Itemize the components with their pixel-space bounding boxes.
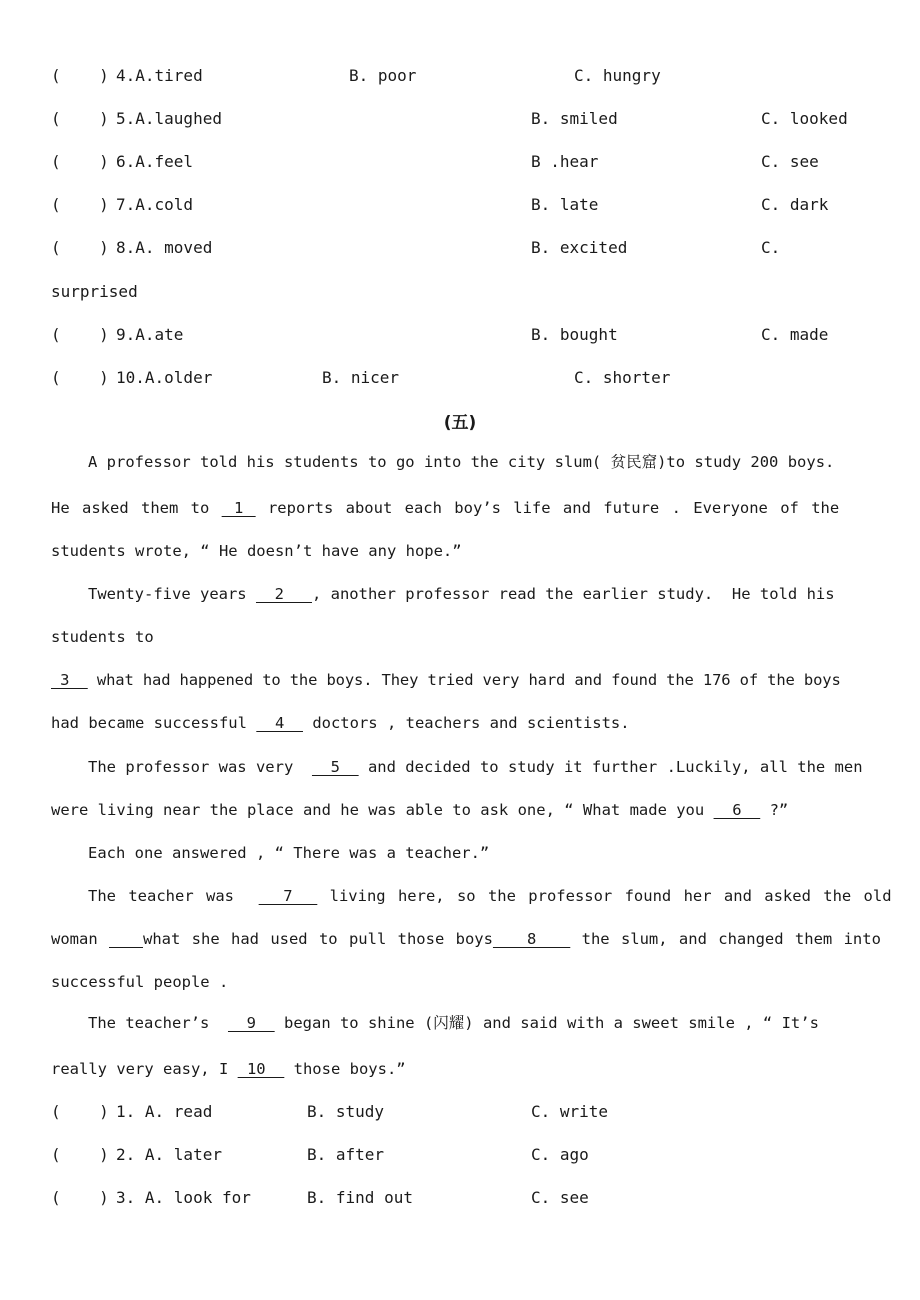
blank-9[interactable]: 9 <box>227 1014 275 1032</box>
blank-7[interactable]: 7 <box>258 887 318 905</box>
option-c-wrap: surprised <box>51 282 138 301</box>
blank-1[interactable]: 1 <box>221 499 256 517</box>
text: The teacher was <box>88 887 259 905</box>
option-c: C. made <box>761 325 829 344</box>
text: what had happened to the boys. They tried very hard and found the 176 of the boys <box>87 671 841 689</box>
option-c: C. looked <box>761 109 848 128</box>
answer-paren[interactable]: ( ) <box>51 1102 109 1121</box>
passage-line: Each one answered , “ There was a teacher.” <box>88 844 490 862</box>
option-c: C. <box>761 238 781 257</box>
option-c: C. see <box>761 152 819 171</box>
blank-10[interactable]: 10 <box>237 1060 285 1078</box>
passage-line <box>51 800 788 820</box>
option-a: 4.A.tired <box>116 66 203 85</box>
answer-paren[interactable]: ( ) <box>51 109 109 128</box>
option-b: B. after <box>307 1145 385 1164</box>
option-b: B. smiled <box>531 109 618 128</box>
text: were living near the place and he was able to ask one, “ What made you <box>51 801 714 819</box>
text: He asked them to <box>51 499 222 517</box>
answer-paren[interactable]: ( ) <box>51 195 109 214</box>
passage-line <box>51 929 881 949</box>
text: began to shine (闪耀) and said with a sweet smile , “ It’s <box>274 1014 819 1032</box>
option-a: 8.A. moved <box>116 238 213 257</box>
blank-2[interactable]: 2 <box>255 585 312 603</box>
section-title: (五) <box>443 413 477 433</box>
answer-paren[interactable]: ( ) <box>51 66 109 85</box>
text: reports about each boy’s life and future . Everyone of the <box>255 499 840 517</box>
blank-5[interactable]: 5 <box>311 758 359 776</box>
blank-6[interactable]: 6 <box>713 801 761 819</box>
text: and decided to study it further .Luckily, all the men <box>358 758 863 776</box>
option-b: B. nicer <box>322 368 400 387</box>
option-b: B. study <box>307 1102 385 1121</box>
option-c: C. write <box>531 1102 609 1121</box>
text: A professor told his students to go into the city slum( 贫民窟)to study 200 boys. <box>88 453 835 471</box>
text: Twenty-five years <box>88 585 256 603</box>
passage-line <box>88 1013 819 1033</box>
answer-paren[interactable]: ( ) <box>51 1188 109 1207</box>
blank-3[interactable]: 3 <box>51 671 88 689</box>
text: those boys.” <box>284 1060 406 1078</box>
option-a: 10.A.older <box>116 368 213 387</box>
option-a: 1. A. read <box>116 1102 213 1121</box>
answer-paren[interactable]: ( ) <box>51 238 109 257</box>
text: The teacher’s <box>88 1014 228 1032</box>
option-b: B. excited <box>531 238 628 257</box>
text: really very easy, I <box>51 1060 238 1078</box>
answer-paren[interactable]: ( ) <box>51 368 109 387</box>
option-a: 3. A. look for <box>116 1188 251 1207</box>
text: The professor was very <box>88 758 312 776</box>
option-c: C. hungry <box>574 66 661 85</box>
text: , another professor read the earlier study. He told his <box>311 585 835 603</box>
blank-4[interactable]: 4 <box>256 714 303 732</box>
blank-unnumbered[interactable] <box>109 930 143 948</box>
text: woman <box>51 930 109 948</box>
passage-line: students wrote, “ He doesn’t have any hope.” <box>51 542 462 560</box>
passage-line <box>51 670 841 690</box>
option-a: 2. A. later <box>116 1145 222 1164</box>
option-a: 9.A.ate <box>116 325 184 344</box>
text: what she had used to pull those boys <box>143 930 493 948</box>
option-c: C. see <box>531 1188 589 1207</box>
blank-8[interactable]: 8 <box>492 930 571 948</box>
option-b: B. poor <box>349 66 417 85</box>
option-b: B. late <box>531 195 599 214</box>
text: had became successful <box>51 714 257 732</box>
passage-line <box>88 886 892 906</box>
option-b: B. bought <box>531 325 618 344</box>
option-a: 5.A.laughed <box>116 109 222 128</box>
option-a: 6.A.feel <box>116 152 194 171</box>
option-c: C. ago <box>531 1145 589 1164</box>
option-b: B. find out <box>307 1188 413 1207</box>
passage-line <box>88 584 835 604</box>
text: living here, so the professor found her and asked the old <box>317 887 892 905</box>
passage-line <box>51 713 630 733</box>
passage-line <box>88 452 869 472</box>
option-c: C. dark <box>761 195 829 214</box>
passage-line <box>51 498 839 518</box>
passage-line: successful people . <box>51 973 229 991</box>
passage-line: students to <box>51 628 154 646</box>
answer-paren[interactable]: ( ) <box>51 325 109 344</box>
option-c: C. shorter <box>574 368 671 387</box>
text: the slum, and changed them into <box>570 930 881 948</box>
answer-paren[interactable]: ( ) <box>51 1145 109 1164</box>
option-b: B .hear <box>531 152 599 171</box>
text: ?” <box>760 801 789 819</box>
passage-line <box>88 757 863 777</box>
answer-paren[interactable]: ( ) <box>51 152 109 171</box>
option-a: 7.A.cold <box>116 195 194 214</box>
text: doctors , teachers and scientists. <box>302 714 630 732</box>
passage-line <box>51 1059 406 1079</box>
